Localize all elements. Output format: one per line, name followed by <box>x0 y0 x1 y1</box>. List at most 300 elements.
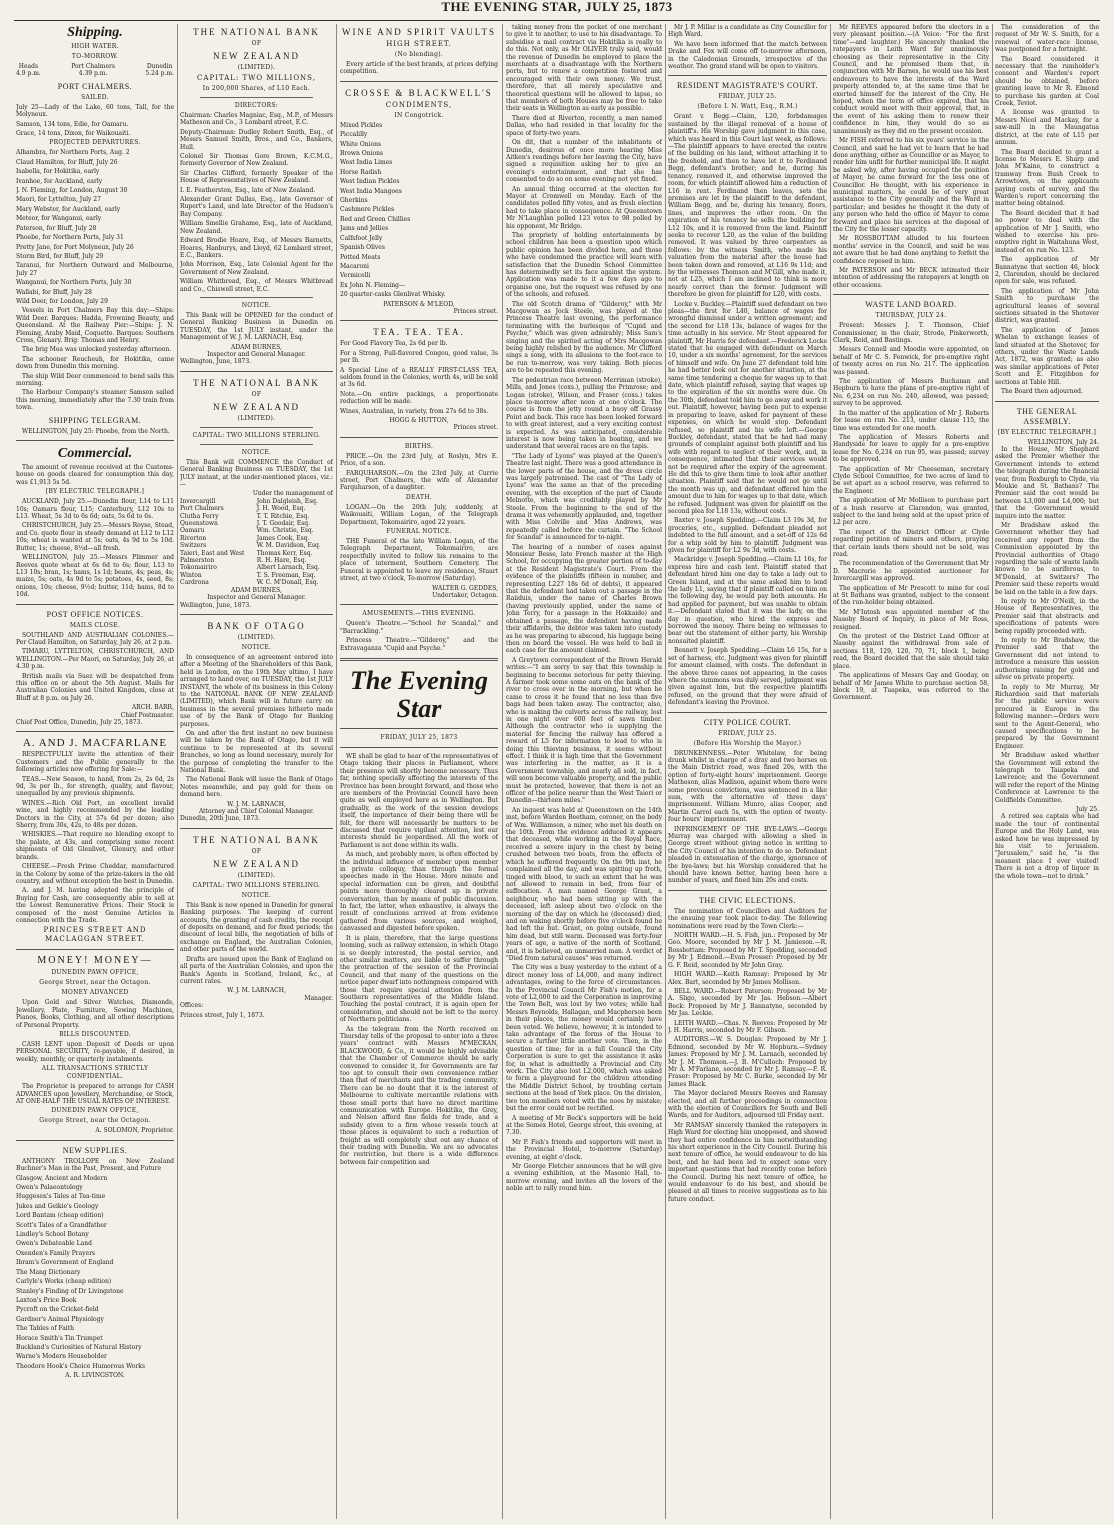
paterson-address: Princes street. <box>453 307 498 315</box>
agent-row: Winton T. S. Freeman, Esq. <box>180 571 316 579</box>
waste-land-heading: WASTE LAND BOARD. <box>865 300 957 310</box>
book-item: Lindley's School Botany <box>16 1231 89 1239</box>
otago-heading: BANK OF OTAGO <box>207 620 306 631</box>
assembly-date: WELLINGTON, July 24. <box>1027 438 1099 446</box>
civic-paragraph: HIGH WARD.—Keith Ramsay: Proposed by Mr Alex. Bart, seconded by Mr James Mollison. <box>668 971 827 986</box>
commercial-heading: Commercial. <box>57 446 133 462</box>
crosse-heading: CROSSE & BLACKWELL'S <box>345 87 493 98</box>
notice2-heading: NOTICE. <box>241 448 272 456</box>
dunedin-date: Dunedin, 20th June, 1873. <box>180 815 261 823</box>
rm-court-heading: RESIDENT MAGISTRATE'S COURT. <box>676 81 819 91</box>
civic-paragraph: Mr ROSSBOTTAM alluded to his fourteen months' service in the Council, and said he was not aware that he had done anything to forfeit the confidence reposed in him. <box>833 235 989 265</box>
court-paragraph: Grant v. Begg.—Claim, L20, forbdamages sustained by the illegal removal of a house of plaintiff's. His Worship gave judgment in this case, which was heard in this Court last week, as follows:—The plaintiff appears to have erected the centre of the building on his land, without attaching it to the freehold, and then to have let it to Ferdinand Begg, defendant's brother; and he, during his tenancy, removed it, and otherwise improved the room, for which plaintiff allowed him a reduction of L16 in rent. Ferdinand then leaves, sets the premises are let by the plaintiff to the defendant, William Begg, and he, during his tenancy, floors, lines, and improves the other room. On the expiration of his tenancy he sells the building for L12 10s, and it is removed from the land. Plaintiff seeks to recover L20, as the value of the building removed. It was valued by three carpenters as follows: by the witness Smith, who made his valuation from the material after the house had been taken down and removed, at L16 9s 11d; and by the witnesses Thomson and M'Gill, who made it, not at L25, which I am inclined to think is more nearly correct than the former. Judgment will therefore be given for plaintiff for L20, with costs. <box>668 113 827 299</box>
column-rule <box>336 24 337 1519</box>
news-paragraph: A meeting of Mr Beck's supporters will be held at the Somex Hotel, George street, this evening, at 7.30. <box>506 1114 662 1137</box>
hogg-address: Princes street. <box>453 424 498 432</box>
shipping-heading: Shipping. <box>67 25 123 40</box>
board-paragraph: The application of Messrs Roberts and Handyside for leave to apply for a pre-emptive lease for No. 6,234 on run 95, was passed; survey to be approved. <box>833 433 989 464</box>
livingston-signature: A. R. LIVINGSTON. <box>65 1372 125 1380</box>
adam-burnes: ADAM BURNES, <box>231 343 282 351</box>
condiment-item: Horse Radish <box>340 168 382 176</box>
news-paragraph: taking money from the pocket of one merchant to give it to another, to use to his disadvantage. To subsidise a mail contract via Hokitika is really to do this. Not only, as Mr OLIVER truly said, would the revenue of Dunedin be employed to place the merchants at a disadvantage with the Northern ports, but to renew a competition fostered and encouraged with their own money. We trust, therefore, that all merely speculative and theoretical questions will be allowed to lapse, so that members of both Houses may be free to take their seats in Wellington as early as possible. <box>506 24 662 113</box>
condiment-item: White Onions <box>340 140 382 148</box>
book-item: Lord Bantam (cheap edition) <box>16 1212 104 1220</box>
masthead <box>0 0 1114 22</box>
column-2 <box>180 24 333 1519</box>
agent-row: Taieri, East and West Thomas Kerr, Esq. <box>180 549 313 557</box>
assembly-date-2: July 25. <box>1075 806 1099 813</box>
editorial-paragraph: It is plain, therefore, that the large questions looming, such as railway extension, in which Otago is so deeply interested, the postal service, and other similar matters, are liable to suffer through the protraction of the session of the Provincial Council, and that many of the questions on the notice paper dwarf into nothingness compared with those that require special attention from the Southern representatives of the Middle Island. Touching the postal contract, it is again open for consideration, and should not be left to the mercy of Northern politicians. <box>340 934 498 1024</box>
divider <box>340 604 498 605</box>
header-rule <box>14 20 1100 21</box>
whiskies-text: WHISKIES.—That require no blending except to the palate, at 43s, and comprising some recent shipments of Old Glenlivet, Glenury, and other brands. <box>16 831 174 861</box>
director-item: Deputy-Chairman: Dudley Robert Smith, Esq., of Messrs Samuel Smith, Bros., and Co., Bankers, Hull. <box>180 128 333 151</box>
tide-port-chalmers: Port Chalmers 4.39 p.m. <box>71 63 115 78</box>
news-paragraph: There died at Riverton, recently, a man named Dallas, who had resided in that locality for the space of forty-two years. <box>506 114 662 137</box>
post-heading: POST OFFICE NOTICES. <box>46 609 144 619</box>
electric-tag: [BY ELECTRIC TELEGRAPH.] <box>45 488 145 496</box>
agent-row: Palmerston R. H. Hare, Esq. <box>180 557 307 565</box>
divider <box>668 75 827 76</box>
projected-item: Wanganui, for Northern Ports, July 30 <box>16 279 132 287</box>
book-item: The Mang Dictionary <box>16 1268 81 1276</box>
civic-paragraph: Mr FISH referred to his six years' service in the Council, and said he had yet to learn that he had done anything, either as Councillor or as Mayor, to render him unfit for further municipal life. It might be asked why, after having occupied the position of Mayor, he came forward for the less one of Councillor. He thought, with his experience in municipal matters, he could be of very great assistance to the City generally and the Ward in particular; and besides he thought it the duty of any person who held the office of Mayor to come forward and place his services at the disposal of the City for the lesser capacity. <box>833 137 989 233</box>
bank-heading: THE NATIONAL BANK <box>193 27 320 37</box>
police-court-heading: CITY POLICE COURT. <box>703 717 792 727</box>
post-date: Chief Post Office, Dunedin, July 25, 1873. <box>16 719 143 726</box>
condiment-item: Spanish Olives <box>340 244 385 252</box>
book-item: Horace Smith's Tin Trumpet <box>16 1334 103 1342</box>
assembly-paragraph: In reply to Mr Murray, Mr Richardson said that materials for the public service were procured in Europe in the following manner:—Orders were sent to the Agent-General, who caused specifications to be prepared by the Government Engineer. <box>995 683 1099 750</box>
condiment-item: Ex John N. Fleming— <box>340 281 405 289</box>
board-paragraph: The Board then adjourned. <box>1001 388 1083 396</box>
notice-heading: NOTICE. <box>241 301 272 309</box>
pawn-advanced: MONEY ADVANCED <box>61 989 129 997</box>
market-text: CHRISTCHURCH, July 25.—Messrs Royse, Stead, and Co. quote flour in steady demand at L12 to L12 10s; wheat is wanted at 5s; oats, 4s 9d to 5s 10d. Butter, 1s; cheese, 8½d—all fresh. <box>16 522 174 552</box>
offices-label: Offices: <box>180 1002 204 1010</box>
anecdote-paragraph: A retired sea captain who had made the tour of continental Europe and the Holy Land, was asked how he was impressed by his visit to Jerusalem. "Jerusalem," said he, "is the meanest place I ever visited! There is not a drop of liquor in the whole town—not to drink." <box>995 813 1099 880</box>
column-3 <box>340 24 498 1519</box>
bank3-limited: (LIMITED). <box>237 871 276 879</box>
board-paragraph: The report of the District Officer at Clyde regarding petition of miners and others, praying that certain lands there should not be sold, was read. <box>833 528 989 558</box>
ajm-text: A. and J. M. having adopted the principle of Buying for Cash, are consequently able to sell at the Lowest Remunerative Prices. Their Stock is composed of the most Genuine Articles in connection with the Trade. <box>16 887 174 924</box>
market-text: WELLINGTON, July 25.—Messrs Plimmer and Reeves quote wheat at 6s 6d to 6s; flour, L13 to L13 10s; bran, 1s; hams, 1s 1d; beans, 4s; peas, 4s; maize, 5s; oats, 4s 9d to 5s; potatoes, 4s, seed, 8s; onions, 10s; cheese, 9½d; butter, 11d; hams, 8d to 10d. <box>16 554 174 599</box>
bank2-capital: CAPITAL: TWO MILLIONS STERLING. <box>192 431 321 439</box>
geddes-title: Undertaker, Octagon. <box>432 591 498 599</box>
news-paragraph: The old Scotch drama of "Gilderoy," with Mr Macgowan as Jock Steele, was played at the Princess Theatre last evening, the performance terminating with the burlesque of "Cupid and Psyche," which was given admirably; Miss Sam's singing and the spirited acting of Mrs Macgowan being highly relished by the audience. Mr Clifford sings a song, with its allusions to the foot-race to be run to-morrow, was very taking. Both pieces are to be repeated this evening. <box>506 300 662 375</box>
agents-table <box>180 498 333 587</box>
agent-row: Queenstown J. T. Goodair, Esq. <box>180 520 311 528</box>
assembly-heading: THE GENERAL ASSEMBLY. <box>1016 406 1078 426</box>
post-text: SOUTHLAND AND AUSTRALIAN COLONIES.—Per Claud Hamilton, on Saturday, July 26, at 2 p.m. <box>16 631 174 646</box>
amusements-text: Princess Theatre.—"Gilderoy," and the Extravaganza "Cupid and Psyche." <box>340 637 498 652</box>
adam-burnes-2: ADAM BURNES, <box>231 586 282 594</box>
tea-line: For a Strong, Full-flavored Congou, good value, 3s per lb. <box>340 349 498 365</box>
amusements-heading: AMUSEMENTS.—THIS EVENING. <box>362 610 476 618</box>
page-title: THE EVENING STAR, JULY 25, 1873 <box>441 0 673 14</box>
civic-paragraph: Mr RAMSAY sincerely thanked the ratepayers in High Ward for electing him unopposed, and showed they had entire confidence in him notwithstanding his short experience in the City Council. During his next tenure of office, he would endeavour to do his best, and he had been led to expect some very important questions that had recently come before the Council. During his next tenure of office, he would endeavour to do his best, and should be pleased at all times to receive suggestions as to his future conduct. <box>668 1121 827 1203</box>
market-text: AUCKLAND, July 25.—Dunedin flour, L14 to L11 10s; Oamaru flour, L15; Canterbury, L12 10s to L13. Wheat, 5s 3d to 6s 6d; oats, 5s 6d to 6s. <box>16 498 174 521</box>
divider <box>668 890 827 891</box>
wines-text: WINES.—Rich Old Port, an excellent invalid wine, and highly recommended by the leading Doctors in the City, at 57s 6d per dozen; also Sherry, from 30s, 42s, to 48s per dozen. <box>16 799 174 830</box>
board-paragraph: The application of Mr John Smith to purchase the agricultural leases of several sections situated in the Shotover district, was granted. <box>995 287 1099 325</box>
schooner-text: The schooner Reucheuh, for Hokitika, came down from Dunedin this morning. <box>16 355 174 371</box>
projected-item: Isabella, for Hokitika, early <box>16 168 100 176</box>
agent-row: Riverton James Cook, Esq. <box>180 534 310 542</box>
news-paragraph: The propriety of holding entertainments by school children has been a question upon which public opinion has been divided here, and those who have condemned the practice will learn with satisfaction that the Dunedin School Committee has determinedly set its face against the system. Application was made to it a few days ago to organise one, but the request was refused by one of the schools, and refused. <box>506 231 662 299</box>
condiment-item: Calfsfoot Jelly <box>340 234 383 242</box>
board-paragraph: Present: Messrs J. T. Thomson, Chief Commissioner, in the chair, Strode, Pinkerworth, Clark, Reid, and Bastings. <box>833 322 989 345</box>
pawn-heading: DUNEDIN PAWN OFFICE, <box>51 969 139 977</box>
projected-item: Storm Bird, for Bluff, July 29 <box>16 252 104 260</box>
macfarlane-heading: A. AND J. MACFARLANE <box>22 737 168 750</box>
divider <box>16 440 174 441</box>
divider <box>16 731 174 732</box>
confidential-label: ALL TRANSACTIONS STRICTLY CONFIDENTIAL. <box>41 1065 149 1081</box>
news-paragraph: The pedestrian race between Merriman (stroke), Mills, and Jones (coxs.), pulling the Primrose; and Logan (stroke), Wilson, and Fraser (coxs.) takes place to-morrow after noon at one o'clock. The course is from the jetty round a buoy off Grassy Point and back. This race has been looked forward to with great interest, and a very exciting contest is expected. As was anticipated, considerable interest is now being taken in boating, and we understand that several races are on the tapis. <box>506 376 662 451</box>
board-paragraph: The application of Mr Bannatyne that section 46, block 2, Clarendon, should be declared open for sale, was refused. <box>995 256 1099 286</box>
court-paragraph: Mackridge v. Joseph Spedding.—Claim L1 16s, for express hire and cash lent. Plaintiff stated that defendant hired him one day to take a lady out to Green Island, and at the same asked him to lend the lady L1, saying that if plaintiff called on him on the following day, he would pay both amounts. He had applied for payment, but was unable to obtain it.—Defendant stated that it was the lady, on the day in question, who hired the express and borrowed the money. There being no witnesses to bear out the statement of either party, his Worship nonsuited plaintiff. <box>668 556 827 645</box>
assembly-tag: [BY ELECTRIC TELEGRAPH.] <box>997 428 1097 436</box>
civic-heading: THE CIVIC ELECTIONS. <box>699 895 796 905</box>
agent-row: Invercargill John Dalgleish, Esq. <box>180 497 318 505</box>
news-paragraph: Mr J. P. Millar is a candidate as City Councillor for High Ward. <box>668 24 827 39</box>
projected-item: Ivanhoe, for Auckland, early <box>16 177 103 185</box>
condiment-item: Mixed Pickles <box>340 121 383 129</box>
sailed-item: Samson, 134 tons, Edie, for Oamaru. <box>16 120 129 128</box>
book-item: Jukes and Geikie's Geology <box>16 1202 99 1210</box>
tea-line: Note.—On entire packings, a proportionate reduction will be made. <box>340 390 498 406</box>
bank-shares: In 200,000 Shares, of L10 Each. <box>202 85 311 92</box>
column-rule <box>502 24 503 1519</box>
offices-address: Princes street, July 1, 1873. <box>180 1011 265 1019</box>
projected-item: Pretty Jane, for Port Molyneux, July 26 <box>16 243 134 251</box>
cash-lent-text: CASH LENT upon Deposit of Deeds or upon PERSONAL SECURITY, re-payable, if desired, in weekly, monthly, or quarterly instalments. <box>16 1040 174 1063</box>
otago-text: On and after the first instant no new business will be taken by the Bank of Otago, but it will continue to be represented at its several Branches, so long as found necessary, merely for the purpose of completing the transfer to the National Bank. <box>180 729 333 774</box>
solomon-signature: A. SOLOMON, Proprietor. <box>95 1127 174 1135</box>
bills-label: BILLS DISCOUNTED. <box>59 1030 131 1038</box>
funeral-text: THE Funeral of the late William Logan, of the Telegraph Department, Tokomairiro, are respectfully invited to follow his remains to the place of interment, Southern Cemetery. The Funeral is appointed to leave my residence, Stuart street, at two o'clock, To-morrow (Saturday). <box>340 538 498 583</box>
court-paragraph: Baxter v. Joseph Spedding.—Claim L3 19s 3d, for groceries, etc., supplied. Defendant pleaded not indebted to the full amount, and a set-off of 12s 6d for a whip sold by him to plaintiff. Judgment was given for plaintiff for L2 9s 3d, with costs. <box>668 517 827 554</box>
condiment-item: 20 quarter-casks Glenlivat Whisky. <box>340 291 446 299</box>
police-paragraph: DRUNKENNESS.—Peter Whitelaw, for being drunk whilst in charge of a dray and two horses on the Main District road, was fined 20s, with the option of forty-eight hours' imprisonment. George Matheson, alias Madison, against whom there were some previous convictions, was sentenced in a like sum, with the alternative of three days' imprisonment. William Munro, alias Cooper, and Martin Carrol each 5s, with the option of twenty-four hours' imprisonment. <box>668 749 827 824</box>
board-paragraph: The Board considered it necessary that the rumholder's consent and Warden's report should be obtained, before granting leave to Mr R. Elmond to purchase his garden at Coal Creek, Teviot. <box>995 55 1099 108</box>
board-paragraph: The application of Mr Mollison to purchase part of a bush reserve at Clarendon, was granted, subject to the land being sold at the upset price of L2 per acre. <box>833 497 989 527</box>
book-item: Stanley's Finding of Dr Livingstone <box>16 1287 124 1295</box>
harbour-text: The Harbour Company's steamer Samson sailed this morning, immediately after the 7.30 train from town. <box>16 389 174 412</box>
paterson-signature: PATERSON & M'LEOD, <box>383 300 455 308</box>
otago-text: The National Bank will issue the Bank of Otago Notes meanwhile, and pay gold for them on demand here. <box>180 776 333 799</box>
otago-limited: (LIMITED). <box>237 633 276 641</box>
divider <box>200 97 313 98</box>
telegram-heading: SHIPPING TELEGRAM. <box>48 415 142 425</box>
wellington-date: Wellington, June, 1873. <box>180 358 252 366</box>
wild-deer-text: The ship Wild Deer commenced to bend sails this morning. <box>16 372 174 387</box>
condiment-item: Vermicelli <box>340 272 371 280</box>
director-item: I. E. Featherston, Esq., late of New Zealand. <box>180 186 316 194</box>
news-paragraph: "The Lady of Lyons" was played at the Queen's Theatre last night. There was a good attendance in the lower parts of the house, and the dress circle was largely patronised. The cast of "The Lady of Lyons" was the same as that of the preceding evening, with the exception of the part of Claude Melnotte, which was creditably played by Mr Steele. From the beginning to the end of the drama it was vehemently applauded, and, together with Miss Colville and Miss Andrews, was repeatedly called before the curtain. "The School for Scandal" is announced for to-night. <box>506 452 662 542</box>
bank-of: OF <box>251 40 262 47</box>
projected-item: Meteor, for Wanganui, early <box>16 215 102 223</box>
column-5 <box>668 24 827 1519</box>
agent-row: Cardrona W. C. M'Donall, Esq. <box>180 579 319 587</box>
bank2-limited: (LIMITED). <box>237 414 276 422</box>
cheese-text: CHEESE.—Fresh Prime Cheddar, manufactured in the Colony by some of the prize-takers in the old country, and without exception the best in Dunedin. <box>16 863 174 885</box>
book-item: Buckland's Curiosities of Natural History <box>16 1343 142 1351</box>
condiment-item: Red and Green Chillies <box>340 215 411 223</box>
rm-court-before: (Before I. N. Watt, Esq., R.M.) <box>697 103 798 111</box>
wine-sub2: (No blending). <box>394 51 444 58</box>
assembly-paragraph: Mr Bradshaw asked the Government whether they had received any report from the Commission appointed by the Provincial authorities of Otago regarding the sale of waste lands known to be auriferous, to M'Donald, at Switzers? The Premier said these reports would be laid on the table in a few days. <box>995 521 1099 596</box>
tide-heads: Heads 4.9 p.m. <box>16 63 41 78</box>
divider <box>180 828 333 829</box>
princes-heading: PRINCES STREET AND MACLAGGAN STREET. <box>43 926 147 944</box>
tides-table <box>16 63 174 78</box>
news-paragraph: The hearing of a number of cases against Monsieur Besse, late French master at the High School, for occupying the greater portion of to-day at the Resident Magistrate's Court. From the evidence of the plaintiffs (fifteen in number, and representing L227 18s 6d of debts), it appeared that the defendant had taken out a passage in the Raiiduis, under the name of Charles Brown (having previously applied, under the name of John Terry, for a passage in the Hokkaido) and obtained a passage, the defendant having made their affidavits, the debtor was taken into custody as he was preparing to abscond, his luggage being then on board the vessel. He was held to bail in each case for the amount claimed. <box>506 543 662 655</box>
agent-row: Oamaru Wm. Christie, Esq. <box>180 527 314 535</box>
projected-item: Taranui, for Northern Outward and Melbourne, July 27 <box>16 262 174 277</box>
bank3-heading: THE NATIONAL BANK <box>193 834 320 845</box>
otago-text: In consequence of an agreement entered into after a Meeting of the Shareholders of this Bank, held in London, on the 19th May ultimo, I have arranged to hand over, on TUESDAY, the 1st JULY INSTANT, the whole of its business in this Colony to the NATIONAL BANK OF NEW ZEALAND (LIMITED), which Bank will in future carry on business in the several premises hitherto made use of by the Bank of Otago for Banking purposes. <box>180 653 333 728</box>
tide-dunedin: Dunedin 5.24 p.m. <box>145 63 174 78</box>
civic-paragraph: AUDITORS.—W. S. Douglas: Proposed by Mr J. Edmond, seconded by Mr W. Hepburn.—Sydney James: Proposed by Mr J. M. Larnach, seconded by Mr J. M. Thomson.—J. B. M'Culloch: Proposed by Mr A. M'Farlane, seconded by Mr J. Ramsay.—F. R. Fraser: Proposed by Mr C. Burke, seconded by Mr James Black. <box>668 1036 827 1088</box>
civic-paragraph: NORTH WARD.—H. S. Fish, jun.: Proposed by Mr Geo. Moore, seconded by Mr J. M. Jamieson.—R. Rossbottam: Proposed by Mr T. Spedding, seconded by Mr J. Edmond.—Evan Prosser: Proposed by Mr G. F. Reid, seconded by Mr John Gray. <box>668 932 827 969</box>
board-paragraph: The consideration of the request of Mr W. S. Smith, for a renewal of water-race license, was postponed for a fortnight. <box>995 24 1099 54</box>
book-item: Huggesen's Tales at Tea-time <box>16 1193 106 1201</box>
column-1 <box>16 24 174 1519</box>
divider <box>340 320 498 321</box>
projected-item: Mary Webster, for Auckland, early <box>16 205 121 213</box>
pawn-text: Upon Gold and Silver Watches, Diamonds, Jewellery, Plate, Furniture, Sewing Machines, Pianos, Books, Clothing, and all other descriptions of Personal Property. <box>16 999 174 1029</box>
condiment-item: Jams and Jellies <box>340 225 389 233</box>
news-paragraph: On dit, that a number of the inhabitants of Dunedin, desirous of once more hearing Miss Aitken's readings before her leaving the City, have signed a requisition asking her to give an evening's entertainment, and that she has consented to do so on some evening not yet fixed. <box>506 139 662 184</box>
court-paragraph: Bennett v. Joseph Spedding.—Claim L6 15s, for a set of harness, etc. Judgment was given for plaintiff for amount claimed, with costs. The defendant in the above three cases not appearing, in the cases where the summons was duly served, judgment was given against him, but the respective plaintiffs refused, on the ground that they were afraid of defendant's leaving the Province. <box>668 647 827 707</box>
board-paragraph: The Board decided that it had no power to deal with the application of Mr J. Smith, who wished to exercise his pre-emptive right in Waitahuna West, instead of on run No. 123. <box>995 209 1099 254</box>
divider <box>668 712 827 713</box>
death-heading: DEATH. <box>405 493 433 501</box>
news-paragraph: Mr George Fletcher announces that he will give a evening exhibition, at the Masonic Hall, to-morrow evening, and invites all the lovers of the noble art to rally round him. <box>506 1162 662 1193</box>
civic-paragraph: BELL WARD.—Robert Paterson: Proposed by Mr A. Sligo, seconded by Mr Jas. Hebson.—Albert Beck: Proposed by Mr J. Bannatyne, seconded by Mr Jas. Leckie. <box>668 987 827 1018</box>
board-paragraph: The applications of Messrs Gay and Gooday, on behalf of Mr James White to purchase section 58, block 19, at Tuapeka, was referred to the Government. <box>833 672 989 702</box>
condiment-item: West Indian Pickles <box>340 178 400 186</box>
agent-row: Clutha Ferry T. T. Ritchie, Esq. <box>180 512 310 520</box>
board-paragraph: A license was granted to Messrs Nicol and Mackay, for a saw-mill in the Maungatua district, at the rate of L15 per annum. <box>995 109 1099 147</box>
column-rule <box>830 24 831 1519</box>
mea-text: The brig Mea was unlocked yesterday afternoon. <box>22 346 172 354</box>
divider <box>200 297 313 298</box>
police-court-before: (Before His Worship the Mayor.) <box>693 739 802 747</box>
divider <box>180 371 333 372</box>
civic-paragraph: Mr PATERSON and Mr BECK intimated their intention of addressing the ratepayers at length on other occasions. <box>833 267 989 289</box>
commercial-text: The amount of revenue received at the Customs-house on goods cleared for consumption this day, was £1,913 5s 5d. <box>16 464 174 486</box>
condiment-item: Cashmere Pickles <box>340 206 395 214</box>
book-item: Theodore Hook's Choice Humorous Works <box>16 1362 146 1370</box>
condiment-item: Macaroni <box>340 262 369 270</box>
projected-item: Wallabi, for Bluff, July 28 <box>16 288 92 296</box>
condiment-item: Piccalilly <box>340 131 368 139</box>
director-item: Alexander Grant Dallas, Esq., late Governor of Rupert's Land, and late Director of the Hudson's Bay Company. <box>180 196 333 218</box>
condiment-item: Gherkins <box>340 197 368 205</box>
births-heading: BIRTHS. <box>404 442 434 450</box>
amusements-text: Queen's Theatre.—"School for Scandal," and "Barrackling." <box>340 620 498 635</box>
police-paragraph: INFRINGEMENT OF THE BYE-LAWS.—George Murray was charged with allowing a shed in George street without giving notice in writing to the City Council of his intention to do so. Defendant pleaded in extenuation of the charge, ignorance of the bye-laws; but his Worship considered that he should have known better, having been here a number of years, and fined him 20s and costs. <box>668 825 827 885</box>
column-7 <box>995 24 1099 1519</box>
board-paragraph: The Board decided to grant a license to Messrs E. Sharp and John M'Kaine, to construct a tramway from Bush Creek to Arrowtown, on the applicants paying costs of survey, and the Warden's report concerning the matter being obtained. <box>995 148 1099 208</box>
book-item: Pycroft on the Cricket-field <box>16 1306 99 1314</box>
high-water-heading: HIGH WATER. <box>71 43 119 50</box>
divider <box>833 294 989 295</box>
divider <box>200 444 313 445</box>
director-item: Colonel Sir Thomas Gore Brown, K.C.M.G., formerly Governor of New Zealand. <box>180 153 333 168</box>
news-paragraph: An inquest was held at Queenstown on the 14th inst, before Warden Beetham, coroner, on the body of Wm. Williamson, a miner, who met his death on the 10th. From the evidence adduced it appears that deceased, while working in the Royal Race, received a severe injury in the chest by being crushed between two boats, from the effects of which he suffered frequently. On the 9th inst, he complained all the day, and was spitting up froth, tinged with blood, to such an extent that he was not allowed to remain in bed, from fear of suffocation. A man named George Grant, a neighbour, who had been sitting up with the deceased, left asleep about two o'clock on the morning of the day on which he (deceased) died, and on waking shortly before five o'clock found he had left the hut. Grant, on going outside, found him dead, but still warm. Deceased was forty-four years of age, a native of the north of Scotland, and, it is believed, an unmarried man. A verdict of "Died from natural causes" was returned. <box>506 806 662 962</box>
board-paragraph: The application of Mr Prescott to mine for coal at St Bathans was granted, subject to the consent of the run-holder being obtained. <box>833 584 989 607</box>
director-item: Edward Brodie Hoare, Esq., of Messrs Barnetts, Hoares, Hanburys, and Lloyd, 62 Lombard street, E.C., Bankers. <box>180 237 333 259</box>
otago-notice: NOTICE. <box>241 643 272 651</box>
bank-capital: CAPITAL: TWO MILLIONS, <box>197 74 316 82</box>
agent-row: Tokomairiro Albert Larnach, Esq. <box>180 564 320 572</box>
assembly-paragraph: In reply to Mr O'Neill, in the House of Representatives, the Premier said that abstracts and specifications of patents were being rapidly proceeded with. <box>995 598 1099 635</box>
macfarlane-text: RESPECTFULLY invite the attention of their Customers and the Public generally to the following articles now offering for Sale:— <box>16 751 174 774</box>
sailed-item: Grace, 14 tons, Dixon, for Waikouaiti. <box>16 130 131 138</box>
condiment-item: Potted Meats <box>340 253 381 261</box>
divider <box>16 604 174 605</box>
bank3-of: OF <box>251 847 262 855</box>
masthead-date: FRIDAY, JULY 25, 1873 <box>380 733 458 741</box>
assembly-paragraph: In the House, Mr Shephard asked the Premier whether the Government intends to extend the telegraph during the financial year, from Roxburgh to Clyde, via Moukie and St. Bathans? The Premier said the cost would be between L3,000 and L4,000; but that the Government would inquire into the matter. <box>995 445 1099 520</box>
condiment-item: West India Limes <box>340 159 393 167</box>
death-text: LOGAN.—On the 20th July, suddenly, at Waikouaiti, William Logan, of the Telegraph Department, Tokomairiro, aged 22 years. <box>340 503 498 526</box>
money-heading: MONEY! MONEY— <box>37 955 153 967</box>
crosse-sub2: IN Congotrick. <box>394 111 444 119</box>
larnach-signature: W. J. M. LARNACH, <box>227 800 286 808</box>
hogg-signature: HOGG & HUTTON, <box>389 417 449 424</box>
funeral-heading: FUNERAL NOTICE. <box>386 528 452 536</box>
tea-line: Wines, Australian, in variety, from 27s 6d to 38s. <box>340 407 489 415</box>
book-item: Gardner's Animal Physiology <box>16 1315 104 1323</box>
rm-court-date: FRIDAY, JULY 25. <box>718 93 777 101</box>
divider <box>340 747 498 748</box>
projected-item: J. N. Fleming, for London, August 30 <box>16 187 128 195</box>
bank-limited: (LIMITED). <box>237 64 276 71</box>
editorial-paragraph: WE shall be glad to hear of the representatives of Otago taking their places in Parliament, where their presence will shortly become necessary. Thus far, nothing specially affecting the interests of the Province has been brought forward, and those who are members of the Provincial Council have been quite as well employed here as in Wellington. But gradually, as the work of the session develops itself, the importance of their being there will be felt, for there will necessarily be matters to be discussed that require vigilant attention, lest our interests should be jeopardised. All the work of Parliament is not done within its walls. <box>340 752 498 849</box>
civic-paragraph: LEITH WARD.—Chas. N. Reeves: Proposed by Mr J. H. Harris, seconded by Mr F. Gibson. <box>668 1019 827 1034</box>
post-signature-title: Chief Postmaster. <box>120 711 174 719</box>
director-item: John Morrison, Esq., late Colonial Agent for the Government of New Zealand. <box>180 261 333 276</box>
court-paragraph: Locke v. Buckley.—Plaintiff sued defendant on two pleas—the first for L40, balance of wages for wrongful dismissal under a written agreement; and the second for L18 13s, balance of wages for the time actually in his service. Mr Stout appeared for plaintiff, Mr Harris for defendant.—Frederick Locke stated that he engaged with defendant on March 10, under a six months' agreement, for the services of himself and wife. On June 27 defendant told him he had better look out for another situation, at the same time tendering a cheque for wages up to that date, which plaintiff refused, saying that wages up to the expiration of the six months were due. On the 30th, defendant told him to go away and work it out. Plaintiff, however, having been put to expense in preparing to leave, asked for payment of these expenses, on which he would stop. Defendant refused, so plaintiff and his wife left.—George Buckley, defendant, stated that he had had many grounds of complaint against both plaintiff and his wife with regard to neglect of their work, and, in consequence, intimated that their services would not be required after the expiry of the agreement. He did this to give them time to look after another situation. Plaintiff said that he would not go until the month was up, and defendant offered him the amount due to him for wages up to that date, which he refused. Judgment was given for plaintiff on the second plea for L18 13s, without costs. <box>668 300 827 515</box>
column-6 <box>833 24 989 1519</box>
projected-heading: PROJECTED DEPARTURES. <box>49 139 141 147</box>
book-item: The Tables of Faith <box>16 1325 75 1333</box>
director-item: Chairman: Charles Magniac, Esq., M.P., of Messrs Matheson and Co., 3 Lombard street, E.C. <box>180 112 333 127</box>
divider <box>200 427 313 428</box>
divider <box>340 437 498 438</box>
agents-header: Under the management of <box>252 490 333 498</box>
bank3-notice: NOTICE. <box>241 891 272 899</box>
bank2-heading: THE NATIONAL BANK <box>193 377 320 388</box>
police-court-date: FRIDAY, JULY 25. <box>718 729 777 737</box>
board-paragraph: The application of Messrs Buchanan and Hepburn to have the plans of pre-emptive right of No. 6,234 on run No. 240, allowed, was passed; survey to be approved. <box>833 378 989 408</box>
notice-text: This Bank will be OPENED for the conduct of General Banking Business in Dunedin on TUESDAY, the 1st JULY instant, under the Management of W. J. M. LARNACH, Esq. <box>180 311 333 342</box>
board-paragraph: The application of Mr Cheeseman, secretary Clyde School Committee, for two acres of land to be set apart as a school reserve, was referred to the Engineer. <box>833 465 989 495</box>
divider <box>16 949 174 950</box>
sailed-item: July 25—Lady of the Lake, 60 tons, Tall, for the Molyneux. <box>16 103 174 119</box>
board-paragraph: On the protest of the District Land Officer at Nasoby against the withdrawal from sale of sections 118, 129, 120, 70, 71, block 1, being read, the Board decided that the sale should take place. <box>833 633 989 670</box>
supplies-heading: NEW SUPPLIES. <box>62 1145 128 1155</box>
projected-item: Maori, for Lyttelton, July 27 <box>16 196 101 204</box>
bank2-nz: NEW ZEALAND <box>212 401 301 412</box>
news-paragraph: An annual thing occurred at the election for Mayor at Cromwell on Monday. Each of the candidates polled fifty votes, and as fresh election had to take place in consequence. At Queenstown Mr N'Laughlan polled 123 votes to 98 polled by his opponent, Mr Bridge. <box>506 185 662 230</box>
board-paragraph: In the matter of the application of Mr J. Roberts for lease on run No. 213, under clause 115, the time was extended for one month. <box>833 409 989 432</box>
wine-heading: WINE AND SPIRIT VAULTS <box>342 27 496 37</box>
book-item: Carlyle's Works (cheap edition) <box>16 1278 112 1286</box>
sailed-heading: SAILED. <box>81 93 109 101</box>
book-item: Oxenden's Family Prayers <box>16 1249 96 1257</box>
editorial-paragraph: As the telegram from the North received on Thursday tells of the proposal to enter into a three years' contract with Messrs M'MECKAN, BLACKWOOD, & Co., it would be highly advisable that the Chamber of Commerce should be early convened to consider it, for Governments are far too apt to consult their own convenience rather than that of merchants and the trading community. There can be no doubt that it is the interest of Melbourne to cultivate mercantile relations with those small ports that have no direct maritime communication with Europe. Hokitika, the Grey, and Nelson afford fine fields for trade, and a subsidy given to a firm whose vessels touch at those places is equivalent to such a reduction of freight as will completely shut out any chance of their trading with Dunedin. We are no advocates for restriction, but there is a wide difference between fair competition and <box>340 1025 498 1166</box>
agent-row: Switzers W. M. Davidson, Esq. <box>180 542 321 550</box>
post-text: British mails via Suez will be despatched from this office on or about the 5th August. Mails for Australian Colonies and United Kingdom, close at Bluff at 8 p.m. on July 26. <box>16 672 174 702</box>
tea-line: For Good Flavory Tea, 2s 6d per lb. <box>340 340 448 348</box>
editorial-paragraph: As much, and probably more, is often effected by the individual influence of member upon member in private colloquy, than through the formal speeches made in the House. More minute and special information can be given, and doubtful points more thoroughly cleared up in private conversation, than by means of public discussion. In fact, the latter, when exhaustive, is always the result of conclusions arrived at from evidence gathered from various sources, and weighed, canvassed and digested before spoken. <box>340 851 498 933</box>
pawn-sub: George Street, near the Octagon. <box>39 979 151 987</box>
tomorrow-label: TO-MORROW. <box>71 53 119 60</box>
notice2-text: This Bank will COMMENCE the Conduct of General Banking Business on TUESDAY, the 1st JULY instant, at the under-mentioned places, viz.:— <box>180 458 333 488</box>
tea-line: A Special Line of a REALLY FIRST-CLASS TEA, seldom found in the Colonies, worth 4s, will be sold at 3s 6d. <box>340 366 498 389</box>
wine-text: Every article of the best brands, at prices defying competition. <box>340 61 498 76</box>
news-paragraph: We have been informed that the match between Drake and Fox will come off to-morrow afternoon, in the Caledonian Grounds, irrespective of the weather. The grand stand will be open to visitors. <box>668 40 827 71</box>
condiment-item: Brown Onions <box>340 150 384 158</box>
trollope-text: ANTHONY TROLLOPE on New Zealand Buchner's Man in the Past, Present, and Future <box>16 1157 174 1173</box>
post-text: TIMARU, LYTTELTON, CHRISTCHURCH, AND WELLINGTON.—Per Maori, on Saturday, July 26, at 4.30 p.m. <box>16 648 174 671</box>
projected-item: Phoebe, for Northern Ports, July 31 <box>16 234 124 242</box>
column-rule <box>992 24 993 1519</box>
divider <box>340 728 498 729</box>
book-item: Ibram's Government of England <box>16 1259 114 1267</box>
divider <box>340 658 498 661</box>
newspaper-masthead: The Evening Star <box>350 665 488 723</box>
director-item: Sir Charles Clifford, formerly Speaker of the House of Representatives of New Zealand. <box>180 169 333 185</box>
condiment-item: West India Mangoes <box>340 187 402 195</box>
vessels-text: Vessels in Port Chalmers Bay this day:—Ships: Wild Deer. Barques: Hadda, Frowning Beauty, and Queensland. At the Railway Pier:—Ships: J. N. Fleming, Araby Maid, Coquette. Barques: Southern Cross, Glenary. Brig: Thomas and Henry. <box>16 307 174 344</box>
board-paragraph: Messrs Connell and Moodie were appointed, on behalf of Mr C. S. Fenwick, for pre-emptive right of twenty acres on run No. 217. The application was passed. <box>833 346 989 376</box>
column-rule <box>177 24 178 1519</box>
births-text: PRICE.—On the 23rd July, at Roslyn, Mrs E. Price, of a son. <box>340 452 498 468</box>
crosse-sub: CONDIMENTS, <box>385 100 453 109</box>
director-item: William Smellie Grahame, Esq., late of Auckland, New Zealand. <box>180 220 333 235</box>
drafts-text: Drafts are issued upon the Bank of England on all parts of the Australian Colonies, and upon the Bank's Agents in Scotland, Ireland, &c., at current rates. <box>180 955 333 985</box>
adam-title: Inspector and General Manager. <box>207 350 306 358</box>
news-paragraph: Mr P. Fish's friends and supporters will meet in the Provincial Hotel, to-morrow (Saturday) evening, at eight o'clock. <box>506 1138 662 1161</box>
civic-paragraph: The Mayor declared Messrs Reeves and Ramsay elected, and all further proceedings in connection with the election of Councillors for South and Bell Wards, and for Auditors, adjourned till Friday next. <box>668 1090 827 1120</box>
book-item: Laxton's Price Book <box>16 1296 77 1304</box>
adam-title-2: Inspector and General Manager. <box>207 594 306 602</box>
divider <box>340 81 498 82</box>
bank3-text: This Bank is now opened in Dunedin for general Banking purposes. The keeping of current accounts, the granting of cash credits, the receipt of deposits on demand, and for fixed periods; the discount of local bills, the negotiation of bills of exchange on England, the Australian Colonies, and other parts of the world. <box>180 901 333 954</box>
pawn2-sub: George Street, near the Octagon. <box>39 1117 151 1125</box>
larnach-signature-2: W. J. M. LARNACH, <box>227 987 286 995</box>
projected-item: Wild Deer, for London, July 29 <box>16 297 108 305</box>
pawn2-heading: DUNEDIN PAWN OFFICE, <box>51 1107 139 1115</box>
divider <box>180 614 333 615</box>
book-item: Warne's Modern Householder <box>16 1353 107 1361</box>
civic-paragraph: The nomination of Councillors and Auditors for the ensuing year took place to-day. The following nominations were read by the Town Clerk:— <box>668 907 827 930</box>
news-paragraph: A Greytown correspondent of the Brown Herald writes:—"I am sorry to say that this township is beginning to become notorious for petty thieving. A farmer took some some oats on the bank of the river to cross over in the morning, but when he came to cross it he found that no less than five bags had been taken away. The contractor, also, who is making the culverts across the railway, lost in one night over 600 feet of sawn timber. Although the contractor who is supplying the material for fencing the railway has offered a reward of L5 for information to lead to who is doing this thieving business, it seems without effect. I think it is high time that the Government was interfering in the matter, as it is a Government township, and nearly all sold, in fact, will soon become valuable property, and the public must be protected, however, that there is not an officer of the police nearer than the West Taieri or Dunedin—thirteen miles." <box>506 656 662 805</box>
agent-row: Port Chalmers J. H. Wood, Esq. <box>180 505 306 513</box>
wellington-date-2: Wellington, June, 1873. <box>180 601 252 609</box>
waste-land-date: THURSDAY, JULY 24. <box>875 312 947 320</box>
book-item: Owen's Palaeontology <box>16 1184 83 1192</box>
board-paragraph: The application of James Whelan to exchange leases of land situated at the Shotover, for others, under the Waste Lands Act, 1872, was granted; as also was similar applications of Peter Scott and E. Fitzgibbon for sections at Table Hill. <box>995 326 1099 386</box>
news-paragraph: The City was a busy yesterday to the extent of a direct money loss of L4,000, and many indirect advantages, owing to the force of circumstances. In the Provincial Council Mr Fish's motion, for a vote of L2,000 to aid the Corporation in improving the Town Belt, was lost by two votes; while had Messrs Reynolds, Hallagan, and Macpherson been in their places, the money would certainly have been voted. We believe, however, it is intended to take advantage of the forms of the House to secure a further little another vote. Then, in the question of time; for in a full Council the City Corporation is sure to get the assistance it asks for, in what is admittedly a Provincial and City work. The City also lost L2,000, which was asked to form a playground for the children attending the Middle District School, by troubling certain sections at the head of York place. On the division, two ton members voted with the noes by mistake; but the error could not be rectified. <box>506 964 662 1113</box>
